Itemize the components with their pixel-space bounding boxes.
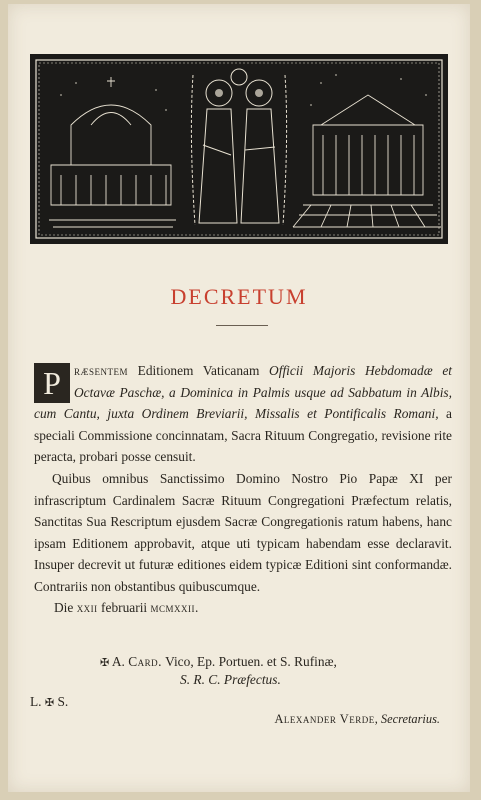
decree-body: [34, 360, 452, 598]
cardinal-signature: [100, 654, 337, 670]
decree-title: DECRETUM: [170, 284, 308, 309]
paragraph-1-text-a: Editionem Vaticanam: [128, 363, 270, 378]
document-page: [8, 4, 470, 792]
decree-date: [54, 600, 199, 616]
date-prefix: Die: [54, 600, 77, 615]
paragraph-2: Quibus omnibus Sanctissimo Domino Nostro Pio Papæ XI per infrascriptum Cardinalem Sacræ Rituum Congregationi Præfectum relatis, Sanctitas Sua Rescriptum ejusdem Sacræ Congregationis ratum habens, hanc ipsam Editionem approbavit, atque uti typicam habendam esse declaravit. Insuper decrevit ut futuræ editiones eidem typicæ Editioni sint conformandæ. Contrariis non obstantibus quibuscumque.: [34, 470, 452, 594]
date-day: xxii: [76, 600, 98, 615]
date-month: februarii: [97, 600, 151, 615]
paragraph-1: [34, 360, 452, 468]
cross-icon: ✠: [100, 657, 110, 669]
ls-b: S.: [54, 694, 69, 709]
cardinal-name-b: Vico, Ep. Portuen. et S. Rufinæ,: [161, 654, 337, 669]
secretary-title: Secretarius.: [380, 712, 440, 726]
cardinal-rank: Card.: [128, 654, 162, 669]
title-divider: [216, 325, 268, 326]
woodcut-illustration: [30, 54, 448, 244]
locus-sigilli: [30, 694, 68, 710]
secretary-name: Alexander Verde: [274, 712, 375, 726]
paragraph-1-text-b: a speciali Commissione concinnatam, Sacra Rituum Congregatio, revisione rite peracta, probari posse censuit.: [34, 406, 452, 465]
drop-cap-initial: P: [34, 363, 70, 403]
secretary-signature: Alexander Verde, Secretarius.: [274, 712, 440, 726]
cardinal-name-a: A.: [109, 654, 129, 669]
seal-cross-icon: ✠: [44, 697, 55, 709]
ls-a: L.: [30, 694, 45, 709]
prefect-title: S. R. C. Præfectus.: [180, 672, 281, 687]
office-title-italic: Officii Majoris Hebdomadæ et Octavæ Paschæ, a Dominica in Palmis usque ad Sabbatum in Albis, cum Cantu, juxta Ordinem Breviarii, Missalis et Pontificalis Romani,: [34, 363, 452, 422]
woodcut-art: [31, 55, 447, 243]
lead-word: ræsentem: [74, 363, 129, 378]
date-year: mcmxxii.: [150, 600, 199, 615]
